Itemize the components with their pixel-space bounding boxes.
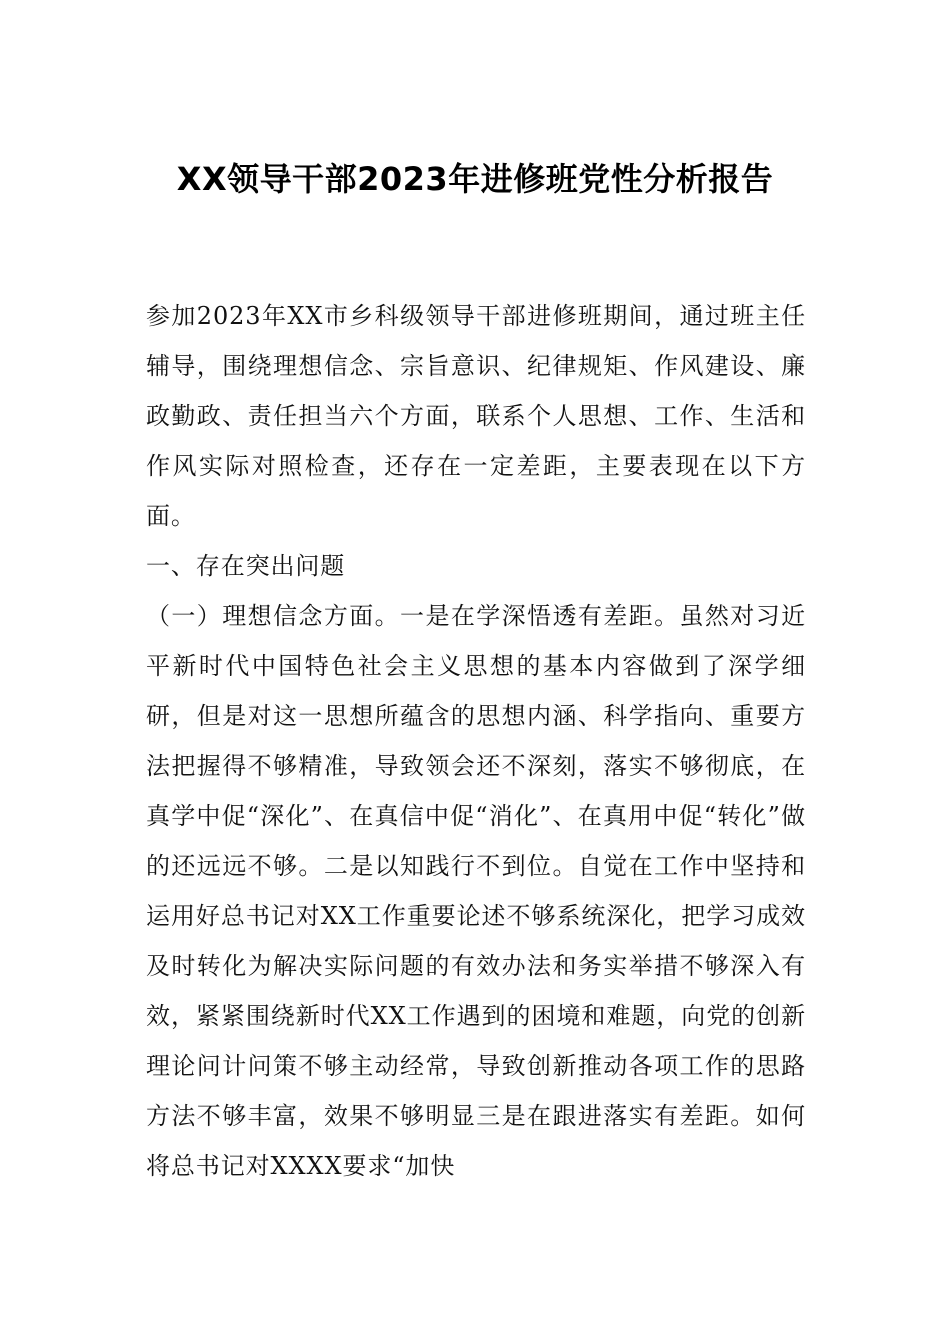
document-body bbox=[146, 291, 806, 1191]
document-title: XX领导干部2023年进修班党性分析报告 bbox=[176, 160, 774, 198]
section-heading: 一、存在突出问题 bbox=[146, 552, 346, 580]
intro-paragraph: 参加2023年XX市乡科级领导干部进修班期间，通过班主任辅导，围绕理想信念、宗旨意识、纪律规矩、作风建设、廉政勤政、责任担当六个方面，联系个人思想、工作、生活和作风实际对照检查，还存在一定差距，主要表现在以下方面。 bbox=[146, 302, 806, 530]
body-paragraph: （一）理想信念方面。一是在学深悟透有差距。虽然对习近平新时代中国特色社会主义思想的基本内容做到了深学细研，但是对这一思想所蕴含的思想内涵、科学指向、重要方法把握得不够精准，导致领会还不深刻，落实不够彻底，在真学中促“深化”、在真信中促“消化”、在真用中促“转化”做的还远远不够。二是以知践行不到位。自觉在工作中坚持和运用好总书记对XX工作重要论述不够系统深化，把学习成效及时转化为解决实际问题的有效办法和务实举措不够深入有效，紧紧围绕新时代XX工作遇到的困境和难题，向党的创新理论问计问策不够主动经常，导致创新推动各项工作的思路方法不够丰富，效果不够明显三是在跟进落实有差距。如何将总书记对XXXX要求“加快 bbox=[146, 602, 806, 1180]
